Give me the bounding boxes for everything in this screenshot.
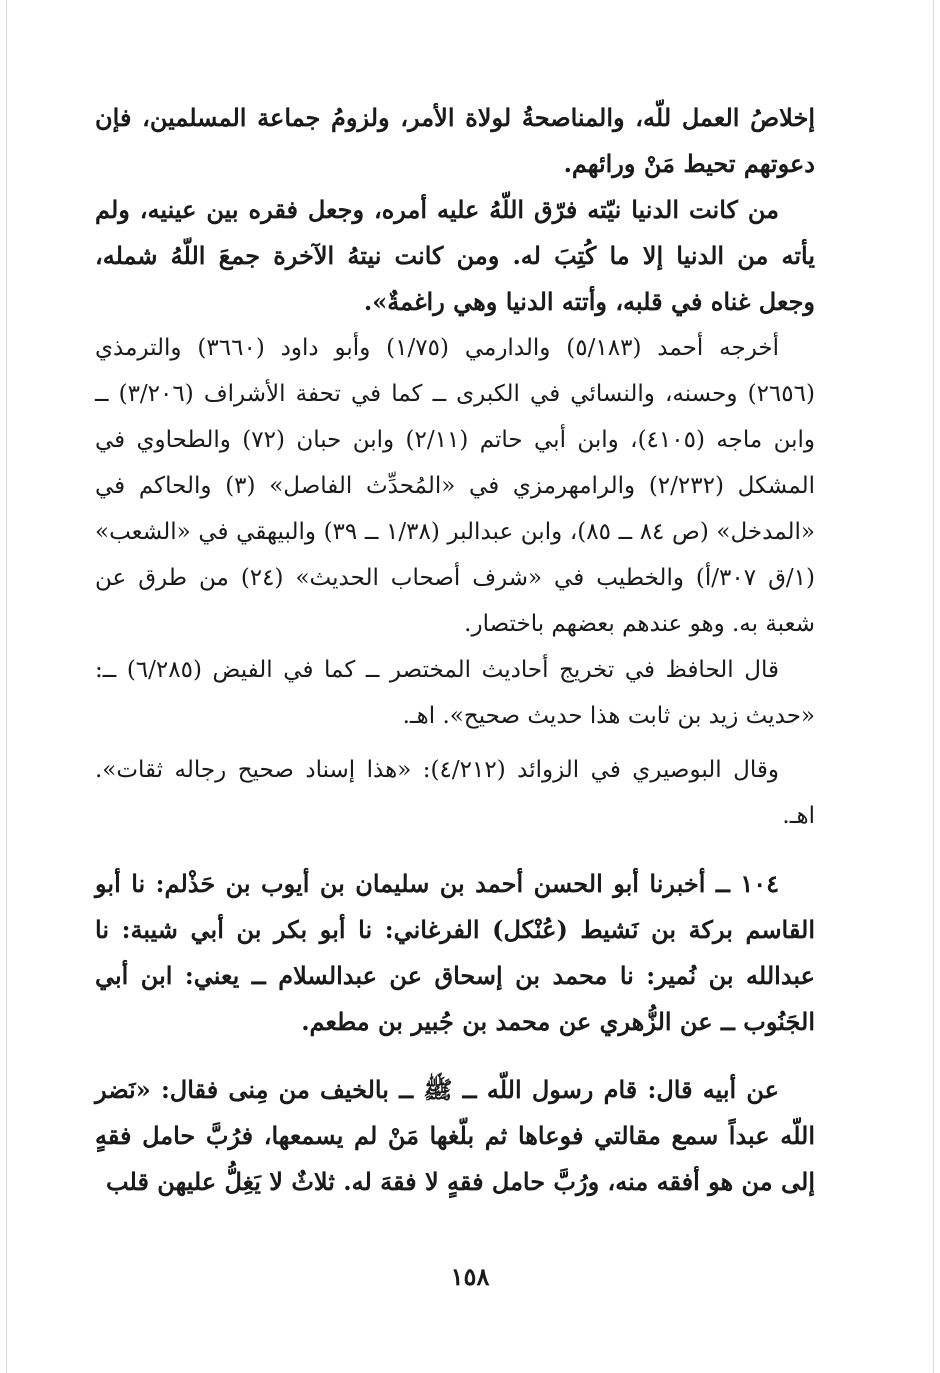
- text-paragraph-2: من كانت الدنيا نيّته فرّق اللّهُ عليه أمره، وجعل فقره بين عينيه، ولم يأته من الدنيا إلا ما كُتِبَ له. ومن كانت نيتهُ الآخرة جمعَ اللّهُ شمله، وجعل غناه في قلبه، وأتته الدنيا وهي راغمةٌ».: [95, 195, 815, 316]
- hadith-104-isnad: ١٠٤ ــ أخبرنا أبو الحسن أحمد بن سليمان بن أيوب بن حَذْلم: نا أبو القاسم بركة بن نَشيط (عُنْكل) الفرغاني: نا أبو بكر بن أبي شيبة: نا عبدالله بن نُمير: نا محمد بن إسحاق عن عبدالسلام ــ يعني: ابن أبي الجَنُوب ــ عن الزُّهري عن محمد بن جُبير بن مطعم.: [95, 869, 815, 1036]
- page-number: ١٥٨: [450, 1262, 490, 1291]
- right-page-edge: [933, 0, 934, 1373]
- text-paragraph-1: إخلاصُ العمل للّه، والمناصحةُ لولاة الأمر، ولزومُ جماعة المسلمين، فإن دعوتهم تحيط مَنْ ورائهم.: [95, 103, 815, 178]
- hadith-104-matn: عن أبيه قال: قام رسول اللّه ــ ﷺ ــ بالخيف من مِنى فقال: «نَضر اللّه عبداً سمع مقالتي فوعاها ثم بلّغها مَنْ لم يسمعها، فرُبَّ حامل فقهٍ إلى من هو أفقه منه، ورُبَّ حامل فقهٍ لا فقهَ له. ثلاثٌ لا يَغِلُّ عليهن قلب: [95, 1075, 815, 1196]
- left-page-edge: [6, 0, 7, 1373]
- footnote-hafiz-quote: قال الحافظ في تخريج أحاديث المختصر ــ كما في الفيض (٦/٢٨٥) ــ: «حديث زيد بن ثابت هذا حديث صحيح». اهـ.: [95, 657, 815, 729]
- page-body: [95, 95, 815, 1205]
- footnote-busiri-quote: وقال البوصيري في الزوائد (٤/٢١٢): «هذا إسناد صحيح رجاله ثقات». اهـ.: [95, 757, 815, 829]
- footnote-takhrij: أخرجه أحمد (٥/١٨٣) والدارمي (١/٧٥) وأبو داود (٣٦٦٠) والترمذي (٢٦٥٦) وحسنه، والنسائي في الكبرى ــ كما في تحفة الأشراف (٣/٢٠٦) ــ وابن ماجه (٤١٠٥)، وابن أبي حاتم (٢/١١) وابن حبان (٧٢) والطحاوي في المشكل (٢/٢٣٢) والرامهرمزي في «المُحدِّث الفاصل» (٣) والحاكم في «المدخل» (ص ٨٤ ــ ٨٥)، وابن عبدالبر (١/٣٨ ــ ٣٩) والبيهقي في «الشعب» (١/ق ٣٠٧/أ) والخطيب في «شرف أصحاب الحديث» (٢٤) من طرق عن شعبة به. وهو عندهم بعضهم باختصار.: [95, 335, 816, 637]
